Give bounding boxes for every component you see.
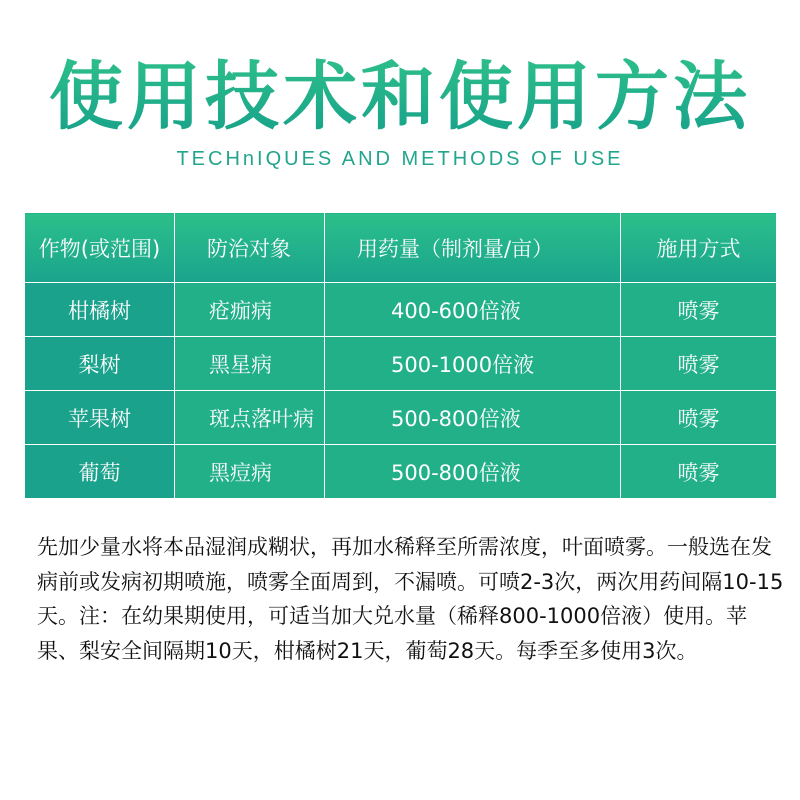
table-row [25, 337, 777, 391]
page-subtitle: TECHnIQUES AND METHODS OF USE [176, 148, 624, 170]
cell-target: 斑点落叶病 [175, 391, 325, 445]
usage-instructions: 先加少量水将本品湿润成糊状，再加水稀释至所需浓度，叶面喷雾。一般选在发病前或发病初期喷施，喷雾全面周到，不漏喷。可喷2-3次，两次用药间隔10-15天。注：在幼果期使用，可适当加大兑水量（稀释800-1000倍液）使用。苹果、梨安全间隔期10天，柑橘树21天，葡萄28天。每季至多使用3次。 [37, 535, 784, 663]
usage-table [24, 212, 777, 499]
cell-dosage: 500-800倍液 [325, 391, 621, 445]
cell-crop: 苹果树 [25, 391, 175, 445]
cell-method: 喷雾 [621, 337, 777, 391]
header-crop: 作物(或范围) [25, 213, 175, 283]
table-row [25, 391, 777, 445]
cell-method: 喷雾 [621, 283, 777, 337]
cell-dosage: 500-800倍液 [325, 445, 621, 499]
header-dosage: 用药量（制剂量/亩） [325, 213, 621, 283]
cell-target: 黑星病 [175, 337, 325, 391]
cell-crop: 葡萄 [25, 445, 175, 499]
cell-crop: 梨树 [25, 337, 175, 391]
cell-dosage: 400-600倍液 [325, 283, 621, 337]
cell-method: 喷雾 [621, 391, 777, 445]
cell-target: 黑痘病 [175, 445, 325, 499]
cell-dosage: 500-1000倍液 [325, 337, 621, 391]
table-row [25, 283, 777, 337]
page-title: 使用技术和使用方法 [0, 52, 800, 142]
cell-target: 疮痂病 [175, 283, 325, 337]
cell-crop: 柑橘树 [25, 283, 175, 337]
header-target: 防治对象 [175, 213, 325, 283]
header-method: 施用方式 [621, 213, 777, 283]
table-header-row [25, 213, 777, 283]
cell-method: 喷雾 [621, 445, 777, 499]
table-row [25, 445, 777, 499]
